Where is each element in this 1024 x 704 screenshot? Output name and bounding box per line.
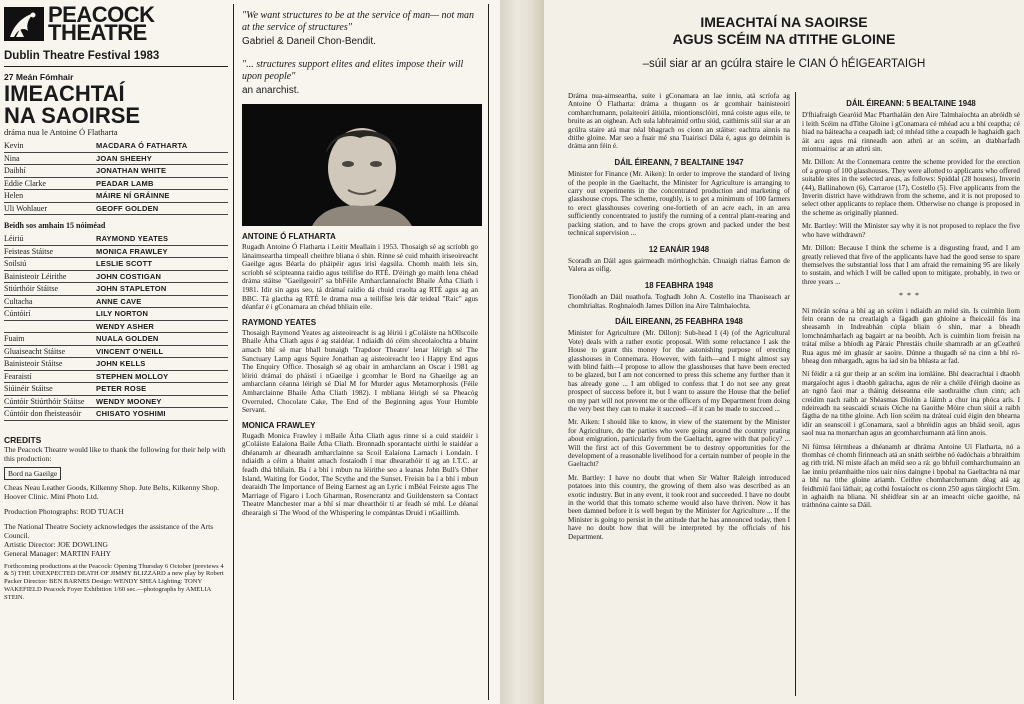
- credits-heading: CREDITS: [4, 434, 42, 445]
- crew-row: [4, 395, 228, 408]
- cast-actor: PEADAR LAMB: [96, 177, 228, 190]
- crew-role: Cúntóir don fheisteasóir: [4, 408, 96, 421]
- article-paragraph: Mr. Bartley: I have no doubt that when Sir Walter Raleigh introduced potatoes into this country, the growing of them also was described as an exotic industry. But in any event, it took root and succeeded. I have no doubt in the world that this tomato scheme would also have thriven. Now it has been damned before it is well begun by the Minister for Agriculture ... If the Minister is going to persist in the attitude that he has announced today, then I have no doubt how that will be interpreted by the officials of his Department.: [568, 473, 790, 541]
- crew-role: Fuaim: [4, 333, 96, 346]
- article-paragraph: Ní fúmsa léirmheas a dhéanamh ar dhráma Antoine Uí Flatharta, nó a thomhas cé chomh fírinneach atá an snáth seirbhe nó éadóchais a bhraithim ag rith tríd. Ní miste áfach an méid seo a rá: go bhfuil comharchumainn an lae inniu préamhaithe níos uair níos daingne i bpobal na Gaeltachta ná mar a bhí na tithe gloine ariamh. Ceithre chomharchumann déag atá ag feidhmiú faoi láthair, ag cothú fostaíocht os cionn 250 agus táirgíocht £5m. in aghaidh na bliana. Ní shéidfear sin ar an imeacht oíche gaoithe, ná tráthnóna cainte sa Dáil.: [802, 442, 1020, 510]
- crew-role: Stiúrthóir Stáitse: [4, 283, 96, 296]
- cast-role: Daibhí: [4, 165, 96, 178]
- crew-role: Bainisteoir Léirithe: [4, 270, 96, 283]
- crew-role: Feisteas Stáitse: [4, 245, 96, 258]
- crew-name: JOHN STAPLETON: [96, 283, 228, 296]
- section-heading: DÁIL ÉIREANN, 7 BEALTAINE 1947: [614, 157, 744, 167]
- column-rule: [233, 4, 234, 700]
- cast-role: Helen: [4, 190, 96, 203]
- cast-role: Kevin: [4, 140, 96, 152]
- quote-1-attribution: Gabriel & Daneil Chon-Bendit.: [242, 36, 376, 47]
- programme-column: [0, 0, 232, 704]
- article-paragraph: Mr. Dillon: At the Connemara centre the scheme provided for the erection of a group of 100 glasshouses. They were allotted to applicants who offered suitable sites in the selected areas, as follows: Spiddal (28 houses), Inverin (44), Ballinahown (6), Carraroe (17), Costello (5). Five applicants from the Inverin district have withdrawn from the scheme, and it is not proposed to select other applicants to replace them. Otherwise no change is proposed in the scheme as originally planned.: [802, 158, 1020, 217]
- cast-actor: MÁIRE NÍ GRÁINNE: [96, 190, 228, 203]
- article-paragraph: Mr. Bartley: Will the Minister say why it is not proposed to replace the five who have withdrawn?: [802, 222, 1020, 239]
- crew-role: Cultacha: [4, 295, 96, 308]
- page-gutter: [500, 0, 544, 704]
- article-column-2: [802, 92, 1020, 515]
- article-paragraph: Minister for Agriculture (Mr. Dillon): Sub-head I (4) (of the Agricultural Vote) deals with a rather exotic proposal. With some reluctance I ask the House to grant this money for the astonishing purpose of erecting glasshouses in Connemara. However, with faith—and I might almost say with blind faith—I propose to allow the glasshouses that have been erected to be glazed, but I am not concerned to press this scheme any further than it has already gone ... I am obliged to confess that I do not see any great prospect of success before it, but I want to assure the House that the belief on my part will not prevent me or the officers of my Department from doing the very best they can to make it succeed—if it can be made to succeed ...: [568, 329, 790, 413]
- cast-row: [4, 202, 228, 215]
- article-paragraph: Scoradh an Dáil agus gairmeadh mórthoghchán. Chuaigh rialtas Éamon de Valera as oifig.: [568, 256, 790, 274]
- credits-boxed: Bord na Gaeilge: [4, 467, 61, 480]
- bio-text: Rugadh Antoine Ó Flatharta i Leitir Meallain i 1953. Thosaigh sé ag scríobh go lánaimseartha timpeall cheithre bliana ó shin. Rinne sé cuid mhaith iriseoireacht Gaeilge agus Béarla do pháipéir agus irisí éagsúla. Chomh maith leis sin, scríobh sé scipteanna raidio agus teilifíse do RTÉ. D'éirigh go maith lena chéad dráma stáitse "Gaeilgeoirí" sa bhFéile Amharclannaíocht Bhaile Átha Cliath i 1981. Idir sin agus seo, tá drámaí raidio dá chuid craolta ag RTÉ agus ag an BBC. Tá glactha ag RTÉ le drama nua a teilifíse leis dár teideal "Raic" agus déanfar é i gConamara an chéad bhliain eile.: [242, 242, 478, 312]
- quote-2: "... structures support elites and elites impose their will upon people": [242, 59, 464, 82]
- logo-line-1: PEACOCK: [48, 2, 155, 27]
- crew-name: NUALA GOLDEN: [96, 333, 228, 346]
- crew-row: [4, 245, 228, 258]
- crew-name: RAYMOND YEATES: [96, 233, 228, 245]
- peacock-logo: [4, 2, 228, 45]
- crew-role: Siúinéir Stáitse: [4, 383, 96, 396]
- credits-list: Cheas Neau Leather Goods, Kilkenny Shop. Jute Belts, Kilkenny Shop. Hoover Clinic. Mini Photo Ltd.: [4, 482, 220, 501]
- general-manager: General Manager: MARTIN FAHY: [4, 548, 112, 558]
- credits-intro: The Peacock Theatre would like to thank the following for their help with this production:: [4, 444, 226, 463]
- crew-row: [4, 408, 228, 421]
- article-column-1: [568, 92, 790, 546]
- crew-name: LESLIE SCOTT: [96, 258, 228, 271]
- interval-note: Beidh sos amhain 15 nóiméad: [4, 221, 106, 230]
- crew-role: Cúntóirí: [4, 308, 96, 321]
- logo-line-2: THEATRE: [48, 20, 147, 45]
- article-paragraph: Tionóladh an Dáil nuathofa. Toghadh John A. Costello ina Thaoiseach ar chomhrialtas. Roghnaíodh James Dillon ina Aire Talmhaíochta.: [568, 293, 790, 310]
- crew-name: LILY NORTON: [96, 308, 228, 321]
- forthcoming: Forthcoming productions at the Peacock: Opening Thursday 6 October (previews 4 & 5) THE UNEXPECTED DEATH OF JIMMY BLIZZARD a new play by Robert Packer Director: BEN BARNES Design: WENDY SHEA Lighting: TONY WAKEFIELD Peacock Foyer Exhibition 1/60 sec.—photographs by AMELIA STEIN.: [4, 562, 224, 601]
- cast-row: [4, 140, 228, 152]
- photo-credit: Production Photographs: ROD TUACH: [4, 506, 124, 516]
- cast-role: Eddie Clarke: [4, 177, 96, 190]
- bio-heading: MONICA FRAWLEY: [242, 420, 316, 430]
- crew-role: Bainisteoir Stáitse: [4, 358, 96, 371]
- quote-2-attribution: an anarchist.: [242, 85, 300, 96]
- peacock-icon: [4, 7, 44, 41]
- performance-date: 27 Meán Fómhair: [4, 72, 74, 82]
- play-subtitle: dráma nua le Antoine Ó Flatharta: [4, 127, 118, 137]
- article-paragraph: Dráma nua-aimseartha, suite i gConamara an lae inniu, atá scríofa ag Antoine Ó Flatharta: dráma a thugann os ár gcomhair bainisteoirí comharchumann, polaiteoirí áitiúla, miontionsclóirí, mná coiste agus eile, te bruite as an oighean. Ach sula labhraimid orthu siúd, caithimis súil siar ar an gcúlra staire atá mar néal bhagrach os cionn an stáitse: eachtra ainnis na dtithe gloine. Mar seo a fuair mé sna Tuairiscí Dála é, agus go deimhin is dráma ann féin é.: [568, 92, 790, 151]
- crew-name: MONICA FRAWLEY: [96, 245, 228, 258]
- crew-table: [4, 233, 228, 421]
- crew-row: [4, 233, 228, 245]
- cast-row: [4, 152, 228, 165]
- article-paragraph: Mr. Aiken: I should like to know, in view of the statement by the Minister for Agriculture, do the parties who were going around the country prating about emigration, particularly from the Gaeltacht, agree with that policy? ... Will the first act of this Government be to destroy opportunities for the development of a reasonable livelihood for a certain number of people in the Gaeltacht?: [568, 418, 790, 469]
- crew-name: PETER ROSE: [96, 383, 228, 396]
- crew-role: Gluaiseacht Stáitse: [4, 345, 96, 358]
- quotes-bios-column: [236, 0, 486, 704]
- programme-page: [0, 0, 500, 704]
- crew-row: [4, 308, 228, 321]
- crew-name: JOHN COSTIGAN: [96, 270, 228, 283]
- divider: [4, 66, 228, 67]
- crew-row: [4, 383, 228, 396]
- column-rule: [488, 4, 489, 700]
- cast-row: [4, 165, 228, 178]
- crew-row: [4, 283, 228, 296]
- crew-name: WENDY ASHER: [96, 320, 228, 333]
- article-paragraph: Mr. Dillon: Because I think the scheme is a disgusting fraud, and I am greatly relieved that five of the applicants have had the good sense to spare themselves the substantial loss that I am afraid the remaining 95 are likely to sustain, and which I will be called upon to mitigate, probably, in two or three years ...: [802, 244, 1020, 286]
- cast-row: [4, 177, 228, 190]
- section-separator: ***: [899, 291, 923, 301]
- crew-role: Fearaistí: [4, 370, 96, 383]
- column-rule: [795, 92, 796, 696]
- article-paragraph: Ní féidir a rá gur theip ar an scéim ina iomláine. Bhí deacrachtaí i dtaobh margaíocht agus i dtaobh galracha, agus de réir a chéile d'éirigh daoine as an ngnó faoi mar a tháinig deiseanna eile saothraithe chun cinn; ach creidim nach raibh ar Shéasmas Diolún a láimh a chur ina phóca arís. I ndeireadh na seascaidí scuais Oíche na Gaoithe Móire chun siúil a raibh fágtha de na tithe gloine. Ach líon scéim na dráteaí cuid éigin den bhearna idir an seanscoil i gConamara, saol a bhréidín agus an bháid seoil, agus saol nua na monarchan agus an gcomharchumann atá linn anois.: [802, 370, 1020, 438]
- crew-row: [4, 258, 228, 271]
- cast-actor: JONATHAN WHITE: [96, 165, 228, 178]
- crew-name: STEPHEN MOLLOY: [96, 370, 228, 383]
- crew-role: Soilsiú: [4, 258, 96, 271]
- cast-table: [4, 140, 228, 215]
- quote-1: "We want structures to be at the service of man— not man at the service of structures": [242, 10, 475, 33]
- festival-name: Dublin Theatre Festival 1983: [4, 50, 160, 62]
- bio-heading: ANTOINE Ó FLATHARTA: [242, 232, 336, 241]
- play-title-line-2: NA SAOIRSE: [4, 103, 141, 128]
- cast-role: Uli Wohlauer: [4, 202, 96, 215]
- crew-name: ANNE CAVE: [96, 295, 228, 308]
- crew-row: [4, 320, 228, 333]
- bio-text: Thosaigh Raymond Yeates ag aisteoireacht is ag léiriú i gColáiste na hOllscoile Bhaile Átha Cliath agus é ag staidéar. I ndiaidh dó céim shceolaíochta a bhaint amach bhí sé mar bhall bunaigh 'Trapdoor Theatre' lenar léirigh sé The Sanctuary Lamp agus Squire Jonathan ag aisteoireacht leo i Happy End agus The Enquiry Office. Thosaigh sé ag obair in amharclann an Oscar i 1981 ag léiriú drámaí do pháistí i nGaeilge i gcomhar le Bord na Ghaeilge ag an amharclann céanna léirigh sé Dial M for Murder agus Metamorphosis (Féile Amharclainne Bhaile Átha Cliath 1982). I mbliana léirigh sé sa Pheacóg Overruled, Chocolate Cake, The End of the Beginning agus Your Humble Servant.: [242, 327, 478, 415]
- section-heading: DÁIL ÉIREANN: 5 BEALTAINE 1948: [846, 99, 976, 108]
- society-note: The National Theatre Society acknowledges the assistance of the Arts Council.: [4, 521, 214, 540]
- crew-role: [4, 320, 96, 333]
- article-title-line-1: IMEACHTAÍ NA SAOIRSE: [700, 14, 868, 30]
- article-paragraph: D'fhiafraigh Gearóid Mac Pharthaláin den Aire Talmhaíochta an abróidh sé i leith Scéim na dTithe Gloine i gConamara cé mhéad acu a bhí ceaptha; cé hiad na háiteacha a ceapadh iad; cé mhéad tithe a ceapadh le haghaidh gach áit acu agus má rinneadh aon athrú ar an scéim, an dtabharfadh miontuairisc ar an athrú sin.: [802, 111, 1020, 154]
- cast-row: [4, 190, 228, 203]
- cast-role: Nina: [4, 152, 96, 165]
- crew-name: VINCENT O'NEILL: [96, 345, 228, 358]
- cast-actor: MACDARA Ó FATHARTA: [96, 140, 228, 152]
- crew-row: [4, 370, 228, 383]
- play-title-line-1: IMEACHTAÍ: [4, 81, 125, 106]
- crew-row: [4, 333, 228, 346]
- article-byline: –súil siar ar an gcúlra staire le CIAN Ó hÉIGEARTAIGH: [642, 58, 926, 70]
- crew-row: [4, 270, 228, 283]
- section-heading: 18 FEABHRA 1948: [644, 280, 714, 290]
- article-paragraph: Ní mórán scéna a bhí ag an scéim i ndiaidh an méid sin. Is cuimhin liom fein ceann de na creatlaigh a fágadh gan ghloine a fheiceáil fós ina sheasamh in Indreabhán cúpla bliain ó shin, mar a bheadh lomchnámharlach ag bagairt ar na beoibh. Ach is cuimhin liom freisin na trátaí milse a bhíodh ag Páraic Phrestáis chuile shamradh ar an gCeathrú Rua agus mé im ghasúr ar saoire. Dúnne a thugadh sé na cinn a bhí ró-bheag don mhargadh, agus ba iad sin ba bhlasta ar fad.: [802, 306, 1020, 365]
- crew-role: Léiriú: [4, 233, 96, 245]
- section-heading: DÁIL EIREANN, 25 FEABHRA 1948: [615, 316, 743, 326]
- article-page: [544, 0, 1024, 704]
- artistic-director: Artistic Director: JOE DOWLING: [4, 539, 108, 549]
- crew-name: CHISATO YOSHIMI: [96, 408, 228, 421]
- crew-row: [4, 295, 228, 308]
- section-heading: 12 EANÁIR 1948: [648, 244, 710, 254]
- bio-heading: RAYMOND YEATES: [242, 317, 317, 327]
- cast-actor: JOAN SHEEHY: [96, 152, 228, 165]
- bio-text: Rugadh Monica Frawley i mBaile Átha Cliath agus rinne sí a cuid staidéir i gColáiste Ealaíona Baile Átha Cliath. Bronnadh sporantacht uirthi le staidéar a dhéanamh ar dhearadh amharclainne sa Scoil Ealaíona Larnach i Londain. I ndiaidh a céim a bhaint amach fostaíodh í mar dhearathóir tí ag an I.T.C. ar feadh dhá bhliain. Ba í a bhí i mbun na léirithe seo a leanas John Bull's Other Island, Waiting for Godot, The Scythe and the Sunset. Freisin ba í a bhí i mbun dearaidh The Importance of Being Earnest ag an Lyric i mBéal Feirste agus The Marriage of Figaro i Loch Gharman, Rosencrantz and Guildenstern sa Contact Theatre Manchester mar a bhí sí mar dhearthóir tí ar feadh sé mhí. Le déanaí dhearaigh sí The Wood of the Whispering le compántas Druid i nGaillimh.: [242, 430, 478, 518]
- article-title-line-2: AGUS SCÉIM NA dTITHE GLOINE: [672, 31, 896, 47]
- crew-row: [4, 358, 228, 371]
- crew-name: WENDY MOONEY: [96, 395, 228, 408]
- article-paragraph: Minister for Finance (Mr. Aiken): In order to improve the standard of living of the people in the Gaeltacht, the Minister for Agriculture is arranging to carry out experiments in the concentrated production and marketing of glasshouse crops. The scheme, roughly, is to get a minimum of 100 farmers to erect glasshouses covering one-fortieth of an acre each, in an area sufficiently concentrated to justify the running of a central plant-rearing and packing station, and to have the crops grown and packed under the best technical supervision ...: [568, 170, 790, 238]
- crew-role: Cúntóir Stiúrthóir Stáitse: [4, 395, 96, 408]
- crew-row: [4, 345, 228, 358]
- cast-actor: GEOFF GOLDEN: [96, 202, 228, 215]
- author-photo: [242, 104, 482, 226]
- crew-name: JOHN KELLS: [96, 358, 228, 371]
